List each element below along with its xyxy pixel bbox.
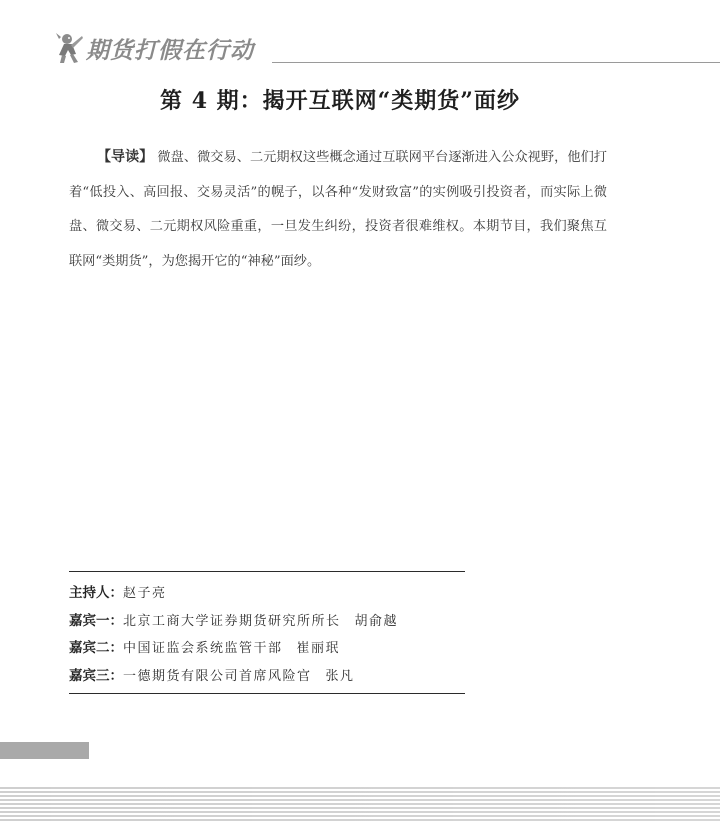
page-header [0,26,720,68]
intro-paragraph [69,140,607,279]
credits-top-rule [69,571,465,572]
credit-label: 主持人： [69,585,123,601]
credit-value: 一德期货有限公司首席风险官 [123,668,312,684]
credit-value: 中国证监会系统监管干部 [123,641,283,656]
header-title: 期货打假在行动 [86,38,254,64]
credit-label: 嘉宾二： [69,640,123,656]
credit-value: 赵子亮 [123,586,167,601]
credits-bottom-rule [69,693,465,694]
credit-name: 张凡 [325,668,355,684]
credits-list [69,580,469,690]
ninja-warrior-icon [54,30,84,64]
header-divider [272,62,720,63]
issue-title: 第 4 期：揭开互联网“类期货”面纱 [160,88,520,114]
credit-guest-3 [69,663,469,691]
credit-name: 胡俞越 [354,613,399,629]
credit-label: 嘉宾三： [69,667,123,684]
footer-fade [0,787,720,823]
credit-host [69,580,469,608]
credit-guest-1 [69,608,469,636]
intro-label: 【导读】 [97,149,154,165]
credit-label: 嘉宾一： [69,612,123,629]
intro-text: 微盘、微交易、二元期权这些概念通过互联网平台逐渐进入公众视野，他们打着“低投入、高回报、交易灵活”的幌子，以各种“发财致富”的实例吸引投资者，而实际上微盘、微交易、二元期权风险重重，一旦发生纠纷，投资者很难维权。本期节目，我们聚焦互联网“类期货”，为您揭开它的“神秘”面纱。 [69,150,607,269]
credit-name: 崔丽珉 [296,641,341,656]
page-tab-marker [0,742,89,759]
credit-value: 北京工商大学证券期货研究所所长 [123,613,341,629]
credit-guest-2 [69,635,469,663]
